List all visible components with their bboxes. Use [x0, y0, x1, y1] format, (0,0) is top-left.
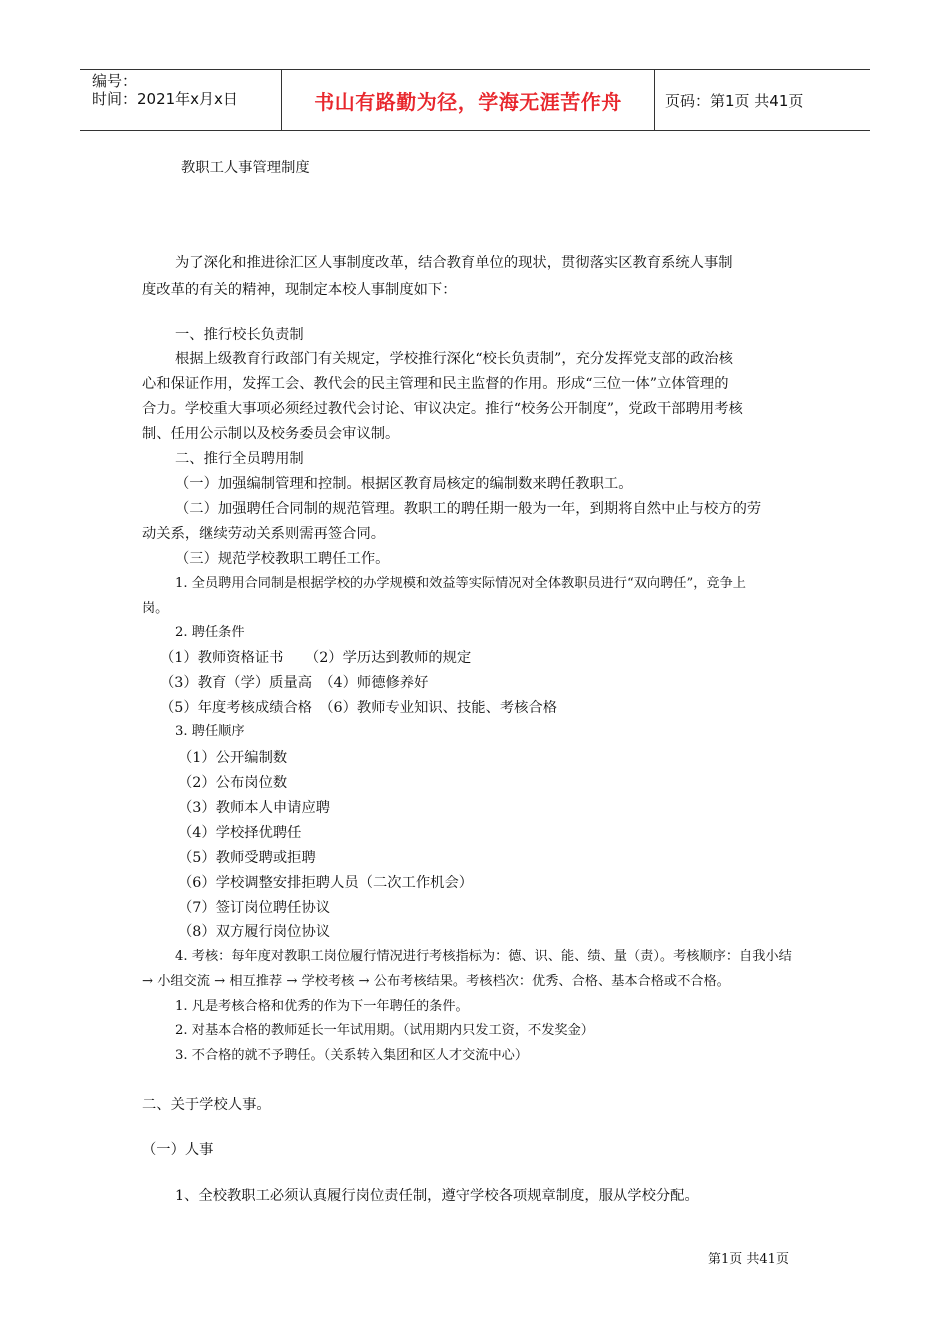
- point-2-heading: 2. 聘任条件: [175, 625, 245, 640]
- order-item: （3）教师本人申请应聘: [178, 800, 331, 816]
- point-4-line-1: 4. 考核：每年度对教职工岗位履行情况进行考核指标为：德、识、能、绩、量（责）。考核顺序：自我小结: [175, 949, 792, 964]
- order-item: （2）公布岗位数: [178, 775, 288, 791]
- order-item: （1）公开编制数: [178, 750, 288, 766]
- section-3-subheading: （一）人事: [142, 1142, 214, 1158]
- section-1-para-line-2: 心和保证作用，发挥工会、教代会的民主管理和民主监督的作用。形成“三位一体”立体管理的: [142, 376, 729, 392]
- section-1-heading: 一、推行校长负责制: [175, 327, 304, 343]
- header-page-cell: [655, 70, 870, 130]
- rule-3: 3. 不合格的就不予聘任。（关系转入集团和区人才交流中心）: [175, 1048, 529, 1063]
- condition-line-3: （5）年度考核成绩合格 （6）教师专业知识、技能、考核合格: [160, 700, 558, 716]
- point-1-line-1: 1. 全员聘用合同制是根据学校的办学规模和效益等实际情况对全体教职员进行“双向聘任”，竞争上: [175, 576, 746, 591]
- section-2-item-2-line-1: （二）加强聘任合同制的规范管理。教职工的聘任期一般为一年，到期将自然中止与校方的劳: [175, 501, 762, 517]
- section-2-item-3: （三）规范学校教职工聘任工作。: [175, 551, 390, 567]
- intro-line-2: 度改革的有关的精神，现制定本校人事制度如下：: [142, 282, 457, 298]
- condition-line-1: （1）教师资格证书 （2）学历达到教师的规定: [160, 650, 472, 666]
- section-3-item-1: 1、全校教职工必须认真履行岗位责任制，遵守学校各项规章制度，服从学校分配。: [175, 1188, 699, 1204]
- section-1-para-line-3: 合力。学校重大事项必须经过教代会讨论、审议决定。推行“校务公开制度”，党政干部聘用考核: [142, 401, 743, 417]
- header-page-info: 页码：第1页 共41页: [665, 91, 804, 110]
- point-3-heading: 3. 聘任顺序: [175, 724, 245, 739]
- section-2-heading: 二、推行全员聘用制: [175, 451, 304, 467]
- point-1-line-2: 岗。: [142, 601, 169, 616]
- header-motto: 书山有路勤为径，学海无涯苦作舟: [314, 89, 622, 114]
- order-item: （8）双方履行岗位协议: [178, 924, 331, 940]
- condition-line-2: （3）教育（学）质量高 （4）师德修养好: [160, 675, 429, 691]
- order-item: （4）学校择优聘任: [178, 825, 302, 841]
- document-time-label: 时间：2021年x月x日: [92, 90, 238, 108]
- rule-1: 1. 凡是考核合格和优秀的作为下一年聘任的条件。: [175, 999, 469, 1014]
- section-2-item-1: （一）加强编制管理和控制。根据区教育局核定的编制数来聘任教职工。: [175, 476, 633, 492]
- header-meta-cell: [80, 70, 282, 130]
- intro-line-1: 为了深化和推进徐汇区人事制度改革，结合教育单位的现状，贯彻落实区教育系统人事制: [175, 255, 733, 271]
- document-number-label: 编号：: [92, 72, 138, 90]
- order-item: （6）学校调整安排拒聘人员（二次工作机会）: [178, 875, 474, 891]
- section-1-para-line-1: 根据上级教育行政部门有关规定，学校推行深化“校长负责制”，充分发挥党支部的政治核: [175, 351, 733, 367]
- section-3-heading: 二、关于学校人事。: [142, 1097, 271, 1113]
- section-1-para-line-4: 制、任用公示制以及校务委员会审议制。: [142, 426, 400, 442]
- rule-2: 2. 对基本合格的教师延长一年试用期。（试用期内只发工资，不发奖金）: [175, 1023, 594, 1038]
- section-2-item-2-line-2: 动关系，继续劳动关系则需再签合同。: [142, 526, 386, 542]
- header-table: [80, 69, 870, 131]
- order-item: （5）教师受聘或拒聘: [178, 850, 316, 866]
- footer-page-number: 第1页 共41页: [708, 1252, 789, 1267]
- point-4-line-2: → 小组交流 → 相互推荐 → 学校考核 → 公布考核结果。考核档次：优秀、合格、基本合格或不合格。: [142, 974, 730, 989]
- header-motto-cell: [282, 70, 655, 130]
- document-title: 教职工人事管理制度: [181, 160, 310, 176]
- order-item: （7）签订岗位聘任协议: [178, 900, 331, 916]
